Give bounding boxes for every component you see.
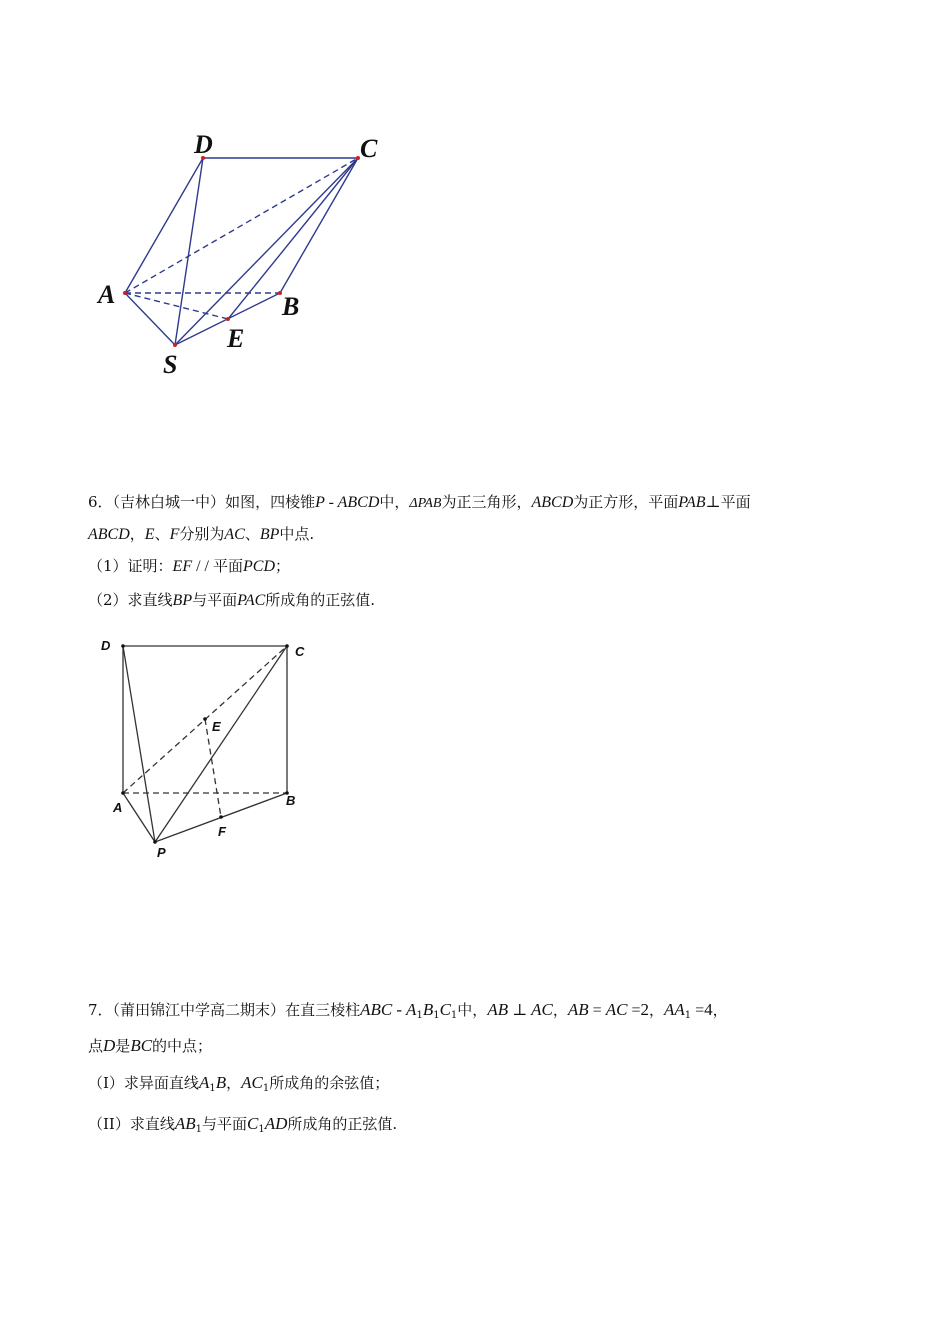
q7-aa1: AA: [663, 1000, 685, 1019]
label-a: A: [98, 280, 116, 309]
q7-value: 2: [640, 1000, 649, 1019]
q6-text: 所成角的正弦值.: [265, 591, 376, 609]
q6-bp: BP: [259, 526, 280, 543]
q6-text: 分别为: [179, 525, 225, 543]
point-a: [123, 291, 127, 295]
q6-sub-2: [88, 590, 375, 611]
q7-sub-2: [88, 1114, 397, 1140]
q6-number: 6．: [88, 493, 113, 511]
q7-text: ，: [552, 1001, 568, 1019]
q6-plane-pab: PAB: [678, 494, 706, 511]
point-p: [153, 840, 157, 844]
q7-c1ad: C: [247, 1114, 259, 1133]
q6-f: F: [169, 526, 180, 543]
q6-sub2-number: （2）求直线: [88, 591, 173, 609]
pyramid-figure-2: [95, 630, 345, 865]
q6-source: （吉林白城一中）: [112, 493, 226, 511]
q6-bp: BP: [172, 592, 193, 609]
label-a: A: [113, 800, 123, 815]
label-p: P: [157, 845, 166, 860]
q6-text: 平面: [720, 493, 751, 511]
q7-eq: =: [691, 1002, 705, 1019]
edge-cp: [155, 646, 287, 842]
q6-sub1-number: （1）证明：: [88, 557, 173, 575]
label-b: B: [286, 793, 296, 808]
q7-text: ，: [226, 1074, 242, 1092]
label-e: E: [212, 719, 221, 734]
q7-subscript: 1: [262, 1083, 270, 1094]
q7-text: 在直三棱柱: [285, 1001, 361, 1019]
q7-text: ，: [712, 1001, 728, 1019]
q7-sub-1: [88, 1073, 389, 1099]
label-f: F: [218, 824, 226, 839]
label-s: S: [163, 350, 178, 379]
q7-text: 的中点；: [152, 1037, 213, 1055]
q6-ef: EF: [172, 558, 193, 575]
q7-text: 所成角的正弦值.: [287, 1115, 398, 1133]
edge-ap: [123, 793, 155, 842]
q7-text: 是: [115, 1037, 131, 1055]
q7-number: 7．: [88, 1001, 113, 1019]
q7-subscript: 1: [433, 1010, 440, 1021]
point-a: [121, 791, 125, 795]
q6-parallel: / /: [192, 558, 213, 575]
pyramid-figure-1: [90, 125, 400, 385]
q6-sub-1: [88, 556, 290, 577]
q7-perp: ⊥: [508, 1002, 532, 1019]
q7-subscript: 1: [195, 1124, 203, 1135]
q7-ac1: AC: [241, 1073, 263, 1092]
q7-subscript: 1: [450, 1010, 458, 1021]
q7-subscript: 1: [209, 1083, 216, 1094]
q7-eq: =: [588, 1002, 606, 1019]
point-e: [203, 717, 207, 721]
q7-text: 与平面: [202, 1115, 248, 1133]
label-d: D: [101, 638, 111, 653]
q7-ac: AC: [531, 1000, 553, 1019]
label-e: E: [227, 324, 245, 353]
q6-text: 平面: [212, 557, 243, 575]
q6-text: ，: [129, 525, 145, 543]
q7-a1b: A: [198, 1073, 210, 1092]
point-d: [121, 644, 125, 648]
point-f: [219, 815, 223, 819]
q6-text: 中，: [379, 493, 410, 511]
q7-line-1: [88, 1000, 728, 1026]
q7-a1b: B: [215, 1073, 227, 1092]
q7-c1ad: AD: [264, 1114, 288, 1133]
q7-subscript: 1: [258, 1124, 265, 1135]
q7-text: ，: [648, 1001, 664, 1019]
q6-ac: AC: [224, 526, 245, 543]
q7-bc: BC: [130, 1036, 153, 1055]
q6-triangle: ΔPAB: [409, 496, 442, 511]
label-c: C: [360, 134, 378, 163]
q6-line-2: [88, 524, 314, 545]
q6-perp: ⊥: [705, 494, 721, 511]
q6-pyramid: P - ABCD: [315, 494, 380, 511]
q7-text: 中，: [457, 1001, 488, 1019]
q6-pac: PAC: [237, 592, 266, 609]
label-c: C: [295, 644, 305, 659]
q6-text: ；: [275, 557, 291, 575]
edge-cs: [175, 158, 358, 345]
q6-text: 、: [154, 525, 170, 543]
q7-line-2: [88, 1036, 212, 1056]
q7-subscript: 1: [684, 1010, 692, 1021]
edge-ds: [175, 158, 203, 345]
q6-e: E: [144, 526, 155, 543]
q7-value: 4: [704, 1000, 713, 1019]
q7-prism: ABC - A: [360, 1000, 417, 1019]
q7-subscript: 1: [416, 1010, 423, 1021]
q6-pcd: PCD: [243, 558, 275, 575]
q7-eq: =: [627, 1002, 641, 1019]
q6-line-1: [88, 492, 751, 514]
q7-ab: AB: [567, 1000, 589, 1019]
point-s: [173, 343, 177, 347]
q7-text: 所成角的余弦值；: [269, 1074, 390, 1092]
label-b: B: [282, 292, 300, 321]
q6-text: 如图，四棱锥: [225, 493, 316, 511]
q6-plane-abcd: ABCD: [88, 526, 130, 543]
edge-dp: [123, 646, 155, 842]
q6-text: 、: [244, 525, 260, 543]
q7-ac: AC: [605, 1000, 628, 1019]
q7-source: （莆田锦江中学高二期末）: [112, 1001, 286, 1019]
q6-text: 中点.: [279, 525, 315, 543]
label-d: D: [194, 130, 213, 159]
q7-prism: B: [422, 1000, 434, 1019]
edge-da: [125, 158, 203, 293]
q7-d: D: [103, 1036, 116, 1055]
q7-sub2-number: （II）求直线: [88, 1115, 175, 1133]
q7-ab1: AB: [174, 1114, 196, 1133]
q7-sub1-number: （I）求异面直线: [88, 1074, 199, 1092]
point-c: [285, 644, 289, 648]
q7-prism: C: [439, 1000, 451, 1019]
q7-text: 点: [88, 1037, 104, 1055]
edge-ac-dashed: [125, 158, 358, 293]
q6-text: 为正方形，平面: [573, 493, 679, 511]
edge-as: [125, 293, 175, 345]
q6-text: 为正三角形，: [441, 493, 532, 511]
point-e: [226, 317, 230, 321]
q7-ab: AB: [487, 1000, 509, 1019]
q6-text: 与平面: [192, 591, 238, 609]
q6-square: ABCD: [531, 494, 574, 511]
